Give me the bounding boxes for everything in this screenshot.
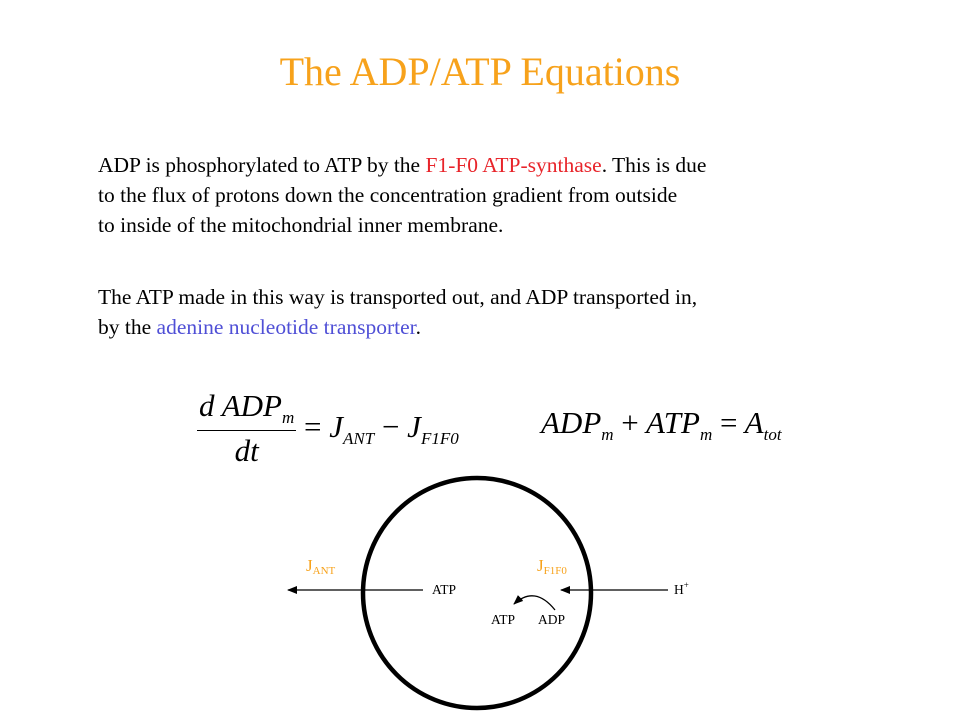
- paragraph2-line2-end: .: [415, 315, 421, 339]
- eq1-equals: =: [304, 408, 322, 444]
- paragraph1-line1-end: . This is due: [601, 153, 707, 177]
- atp-label-matrix: ATP: [432, 582, 457, 597]
- eq2-atp: ATP: [645, 405, 700, 440]
- eq1-d: d: [199, 388, 215, 423]
- eq1-j-ant: J: [329, 408, 343, 444]
- paragraph1-line2: to the flux of protons down the concentration gradient from outside: [98, 183, 678, 207]
- eq2-a-sub: tot: [763, 425, 782, 444]
- adp-substrate-label: ADP: [538, 612, 566, 627]
- eq2-equals: =: [719, 405, 738, 440]
- eq1-j-ant-sub: ANT: [343, 428, 375, 448]
- proton-label: H+: [674, 580, 689, 597]
- eq2-a: A: [744, 405, 764, 440]
- inner-membrane-circle: [363, 478, 591, 708]
- synthase-highlight: F1-F0 ATP-synthase: [425, 153, 602, 177]
- eq2-adp-sub: m: [601, 425, 614, 444]
- transporter-highlight: adenine nucleotide transporter: [156, 315, 416, 339]
- eq2-adp: ADP: [541, 405, 602, 440]
- paragraph2-line1: The ATP made in this way is transported out, and ADP transported in,: [98, 285, 698, 309]
- paragraph1-line3: to inside of the mitochondrial inner membrane.: [98, 213, 504, 237]
- equation1-denominator: dt: [234, 433, 259, 468]
- eq2-plus: +: [621, 405, 639, 440]
- paragraph1-line1-text: ADP is phosphorylated to ATP by the: [98, 153, 426, 177]
- eq1-adp-sub: m: [281, 408, 295, 427]
- eq2-atp-sub: m: [699, 425, 713, 444]
- eq1-adp: ADP: [221, 388, 282, 423]
- slide-title: The ADP/ATP Equations: [279, 49, 681, 94]
- j-f1f0-label: JF1F0: [537, 556, 567, 577]
- eq1-j-f1f0-sub: F1F0: [420, 428, 459, 448]
- atp-product-label: ATP: [491, 612, 516, 627]
- eq1-j-f1f0: J: [407, 408, 421, 444]
- j-ant-label: JANT: [306, 556, 336, 577]
- eq1-minus: −: [381, 408, 400, 444]
- paragraph2-line2-text: by the: [98, 315, 157, 339]
- phosphorylation-arrow: [514, 596, 555, 610]
